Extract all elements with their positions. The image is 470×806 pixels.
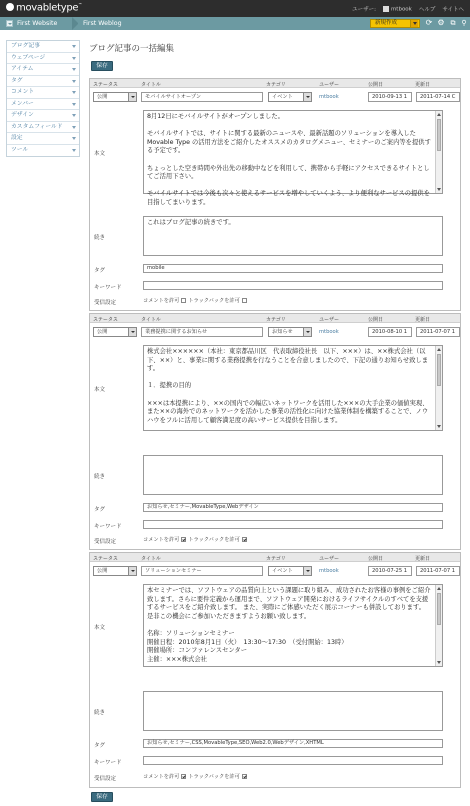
body-scrollbar[interactable] xyxy=(435,585,442,666)
column-modified-label: 更新日 xyxy=(415,82,431,88)
chevron-down-icon[interactable] xyxy=(72,137,76,140)
dropdown-icon xyxy=(6,20,13,27)
title-input[interactable]: モバイルサイトオープン xyxy=(141,92,263,102)
logo-mark-icon xyxy=(6,3,14,11)
more-textarea[interactable] xyxy=(143,691,443,731)
column-published-label: 公開日 xyxy=(368,556,384,562)
keywords-label: キーワード xyxy=(94,760,122,766)
status-value: 公開 xyxy=(97,568,108,574)
column-category-label: カテゴリ xyxy=(266,556,286,562)
user-nav xyxy=(352,5,464,13)
more-label: 続き xyxy=(94,474,106,480)
keywords-input[interactable] xyxy=(143,520,443,529)
external-link-icon[interactable]: ⧉ xyxy=(450,19,456,27)
body-paragraph: 8月12日にモバイルサイトがオープンしました。 xyxy=(147,113,284,120)
allow-comments-label: コメントを許可 xyxy=(143,537,180,543)
body-paragraph: 本セミナーでは、ソフトウェアの品質向上という課題に取り組み、成功されたお客様の事例をご紹介致します。さらに要件定義から運用まで、ソフトウェア開発におけるライフサイクルのすべてを支援するサービスをご紹介致します。 また、実際にご体感いただく展示コーナーも併設しております。 是非この機会にご参加いただきますようお願い致します。 xyxy=(147,587,431,620)
column-published-label: 公開日 xyxy=(368,82,384,88)
tags-input[interactable]: お知らせ,セミナー,MovableType,Webデザイン xyxy=(143,503,443,512)
sidebar-item-label: アイテム xyxy=(11,66,34,72)
username-link[interactable]: mtbook xyxy=(383,6,412,13)
chevron-down-icon[interactable] xyxy=(128,567,136,575)
column-user-label: ユーザー xyxy=(319,556,340,562)
column-modified-label: 更新日 xyxy=(415,317,431,323)
column-title-label: タイトル xyxy=(141,556,161,562)
sidebar-item-label: タグ xyxy=(11,77,23,84)
author-link[interactable]: mtbook xyxy=(319,94,339,100)
feedback-options xyxy=(143,773,249,780)
chevron-down-icon[interactable] xyxy=(72,80,76,83)
body-label: 本文 xyxy=(94,151,106,157)
column-published-label: 公開日 xyxy=(368,317,384,323)
more-label: 続き xyxy=(94,710,106,716)
sidebar-item[interactable] xyxy=(7,99,79,111)
tags-label: タグ xyxy=(94,268,106,274)
body-paragraph: モバイルサイトでは今後も次々と使えるサービスを増やしていくよう、より便利なサービスの提供を目指してまいります。 xyxy=(147,190,430,206)
chevron-down-icon[interactable] xyxy=(72,126,76,129)
category-select[interactable] xyxy=(268,327,312,337)
sidebar-item-label: ウェブページ xyxy=(11,54,46,61)
column-modified-label: 更新日 xyxy=(415,556,431,562)
entry-column-header xyxy=(90,553,460,562)
scroll-down-icon[interactable] xyxy=(437,425,441,428)
feedback-options xyxy=(143,536,249,543)
sidebar-item[interactable] xyxy=(7,133,79,145)
keywords-input[interactable] xyxy=(143,756,443,765)
movabletype-logo[interactable]: movabletype™ xyxy=(6,2,82,13)
entry-edit-block xyxy=(89,552,461,788)
body-textarea[interactable] xyxy=(143,345,443,431)
entry-column-header xyxy=(90,314,460,323)
allow-comments-checkbox[interactable] xyxy=(181,298,186,303)
title-input[interactable]: ソリューションセミナー xyxy=(141,566,263,576)
body-paragraph: モバイルサイトでは、サイトに関する最新のニュースや、最新話題のソリューションを導入した Movable Type の活用方法をご紹介したオススメのカタログメニュー、セミナーのご案内等を提供する予定です。 xyxy=(147,130,431,155)
chevron-down-icon[interactable] xyxy=(303,567,311,575)
allow-comments-label: コメントを許可 xyxy=(143,774,180,780)
entry-meta-row xyxy=(90,562,460,580)
allow-trackbacks-checkbox[interactable] xyxy=(242,537,247,542)
refresh-icon[interactable]: ⟳ xyxy=(425,18,433,27)
chevron-down-icon[interactable] xyxy=(72,45,76,48)
search-icon[interactable]: ⚲ xyxy=(461,19,467,27)
category-select[interactable] xyxy=(268,566,312,576)
column-user-label: ユーザー xyxy=(319,317,340,323)
sidebar-item-label: カスタムフィールド xyxy=(11,123,63,130)
category-value: イベント xyxy=(272,94,293,100)
entry-meta-row xyxy=(90,88,460,106)
tags-input[interactable]: mobile xyxy=(143,264,443,273)
body-textarea[interactable] xyxy=(143,584,443,667)
sidebar-item[interactable] xyxy=(7,110,79,122)
author-link[interactable]: mtbook xyxy=(319,329,339,335)
user-label: ユーザー: xyxy=(352,7,376,13)
tags-label: タグ xyxy=(94,743,106,749)
body-scrollbar[interactable] xyxy=(435,346,442,430)
chevron-down-icon[interactable] xyxy=(128,93,136,101)
current-blog-name: First Weblog xyxy=(83,20,122,27)
status-value: 公開 xyxy=(97,329,108,335)
allow-trackbacks-checkbox[interactable] xyxy=(242,774,247,779)
feedback-label: 受信設定 xyxy=(94,300,117,306)
body-paragraph: 株式会社××××××（本社：東京都品川区 代表取締役社長 以下、×××）は、××株式会社（以下、××）と、事業に関する業務提携を行なうことを合意しましたので、下記の通りお知らせ致します。 xyxy=(147,348,429,373)
allow-trackbacks-label: トラックバックを許可 xyxy=(188,774,240,780)
more-label: 続き xyxy=(94,235,106,241)
scroll-up-icon[interactable] xyxy=(437,348,441,351)
column-category-label: カテゴリ xyxy=(266,82,286,88)
sidebar-item-label: メンバー xyxy=(11,100,34,107)
category-value: イベント xyxy=(272,568,293,574)
chevron-down-icon[interactable] xyxy=(410,20,418,27)
column-status-label: ステータス xyxy=(93,82,118,88)
scroll-up-icon[interactable] xyxy=(437,113,441,116)
sidebar-item-label: ブログ記事 xyxy=(11,43,40,49)
column-status-label: ステータス xyxy=(93,317,118,323)
global-header xyxy=(0,0,470,17)
sidebar-item[interactable] xyxy=(7,53,79,65)
column-category-label: カテゴリ xyxy=(266,317,286,323)
sidebar-item-label: 設定 xyxy=(11,135,23,141)
chevron-down-icon[interactable] xyxy=(303,93,311,101)
author-link[interactable]: mtbook xyxy=(319,568,339,574)
sidebar-item-label: コメント xyxy=(11,89,35,95)
category-value: お知らせ xyxy=(272,329,293,335)
help-link[interactable]: ヘルプ xyxy=(418,7,436,13)
column-title-label: タイトル xyxy=(141,82,161,88)
allow-comments-label: コメントを許可 xyxy=(143,298,180,304)
body-paragraph: ×××は本提携により、××の国内での幅広いネットワークを活用した×××の大手企業の価値実現、また××の海外でのネットワークを活かした事業の活性化に向けた協業体制を構築することで、ノウハウをフルに活用して顧客満足度の高いサービス提供を目指します。 xyxy=(147,399,429,424)
save-button-bottom[interactable]: 保存 xyxy=(91,792,113,802)
category-select[interactable] xyxy=(268,92,312,102)
scroll-thumb[interactable] xyxy=(437,119,441,151)
allow-trackbacks-label: トラックバックを許可 xyxy=(188,537,240,543)
more-textarea[interactable] xyxy=(143,455,443,495)
website-selector[interactable]: First Website xyxy=(6,19,57,28)
user-icon xyxy=(383,6,389,12)
body-paragraph: ちょっとした空き時間や外出先の移動中などを利用して、携帯から手軽にアクセスできるサイトとしてご活用下さい。 xyxy=(147,164,430,181)
allow-comments-checkbox[interactable] xyxy=(181,774,186,779)
new-create-button[interactable]: 新規作成 xyxy=(370,19,420,28)
body-paragraph: １．提携の目的 xyxy=(147,382,192,390)
modified-date-input[interactable]: 2011-07-14 C xyxy=(416,92,460,102)
save-button-top[interactable]: 保存 xyxy=(91,61,113,71)
feedback-label: 受信設定 xyxy=(94,539,117,545)
column-user-label: ユーザー xyxy=(319,82,340,88)
scroll-thumb[interactable] xyxy=(437,354,441,386)
sidebar-item[interactable] xyxy=(7,76,79,88)
scroll-down-icon[interactable] xyxy=(437,188,441,191)
sidebar-item-label: ツール xyxy=(11,146,29,153)
column-title-label: タイトル xyxy=(141,317,161,323)
chevron-down-icon[interactable] xyxy=(303,328,311,336)
more-textarea[interactable] xyxy=(143,216,443,256)
page-title: ブログ記事の一括編集 xyxy=(89,44,175,54)
tags-input[interactable]: お知らせ,セミナー,CSS,MovableType,SEO,Web2.0,Webデザイン,XHTML xyxy=(143,739,443,748)
published-date-input[interactable]: 2010-08-10 1 xyxy=(368,327,412,337)
status-select[interactable] xyxy=(93,566,137,576)
breadcrumb-separator xyxy=(72,17,78,30)
sidebar-item[interactable] xyxy=(7,122,79,134)
scroll-thumb[interactable] xyxy=(437,593,441,625)
feedback-label: 受信設定 xyxy=(94,776,117,782)
chevron-down-icon[interactable] xyxy=(72,103,76,106)
scroll-down-icon[interactable] xyxy=(437,661,441,664)
entry-meta-row xyxy=(90,323,460,341)
entry-edit-block xyxy=(89,313,461,550)
keywords-input[interactable] xyxy=(143,281,443,290)
chevron-down-icon[interactable] xyxy=(72,57,76,60)
body-scrollbar[interactable] xyxy=(435,111,442,193)
body-paragraph: 名称：ソリューションセミナー 開催日程：2010年8月1日（火） 13:30～17:30 （受付開始：13時） 開催場所：コンファレンスセンター 主催：×××株式会社 xyxy=(147,629,348,663)
modified-date-input[interactable]: 2011-07-07 1 xyxy=(416,327,460,337)
chevron-down-icon[interactable] xyxy=(72,91,76,94)
sidebar-menu xyxy=(6,40,80,157)
body-label: 本文 xyxy=(94,624,106,631)
view-site-link[interactable]: サイトへ xyxy=(442,7,464,13)
tags-label: タグ xyxy=(94,507,106,513)
status-select[interactable] xyxy=(93,92,137,102)
entry-column-header xyxy=(90,79,460,88)
sidebar-item[interactable] xyxy=(7,41,79,53)
published-date-input[interactable]: 2010-09-13 1 xyxy=(368,92,412,102)
body-textarea[interactable] xyxy=(143,110,443,206)
keywords-label: キーワード xyxy=(94,524,122,530)
column-status-label: ステータス xyxy=(93,556,118,562)
allow-comments-checkbox[interactable] xyxy=(181,537,186,542)
scroll-up-icon[interactable] xyxy=(437,587,441,590)
published-date-input[interactable]: 2010-07-25 1 xyxy=(368,566,412,576)
settings-icon[interactable]: ⚙ xyxy=(437,18,445,27)
feedback-options xyxy=(143,297,249,304)
allow-trackbacks-label: トラックバックを許可 xyxy=(188,298,240,304)
logo-text: movabletype xyxy=(16,2,79,14)
more-text: これはブログ記事の続きです。 xyxy=(147,219,235,226)
sidebar-item[interactable] xyxy=(7,87,79,99)
chevron-down-icon[interactable] xyxy=(128,328,136,336)
keywords-label: キーワード xyxy=(94,285,122,291)
entry-edit-block xyxy=(89,78,461,311)
chevron-down-icon[interactable] xyxy=(72,149,76,152)
title-input[interactable]: 業務提携に関するお知らせ xyxy=(141,327,263,337)
sidebar-item[interactable] xyxy=(7,64,79,76)
sidebar-item[interactable] xyxy=(7,145,79,157)
chevron-down-icon[interactable] xyxy=(72,68,76,71)
status-value: 公開 xyxy=(97,94,108,100)
status-select[interactable] xyxy=(93,327,137,337)
body-label: 本文 xyxy=(94,387,106,393)
chevron-down-icon[interactable] xyxy=(72,114,76,117)
sidebar-item-label: デザイン xyxy=(11,112,34,118)
modified-date-input[interactable]: 2011-07-07 1 xyxy=(416,566,460,576)
allow-trackbacks-checkbox[interactable] xyxy=(242,298,247,303)
